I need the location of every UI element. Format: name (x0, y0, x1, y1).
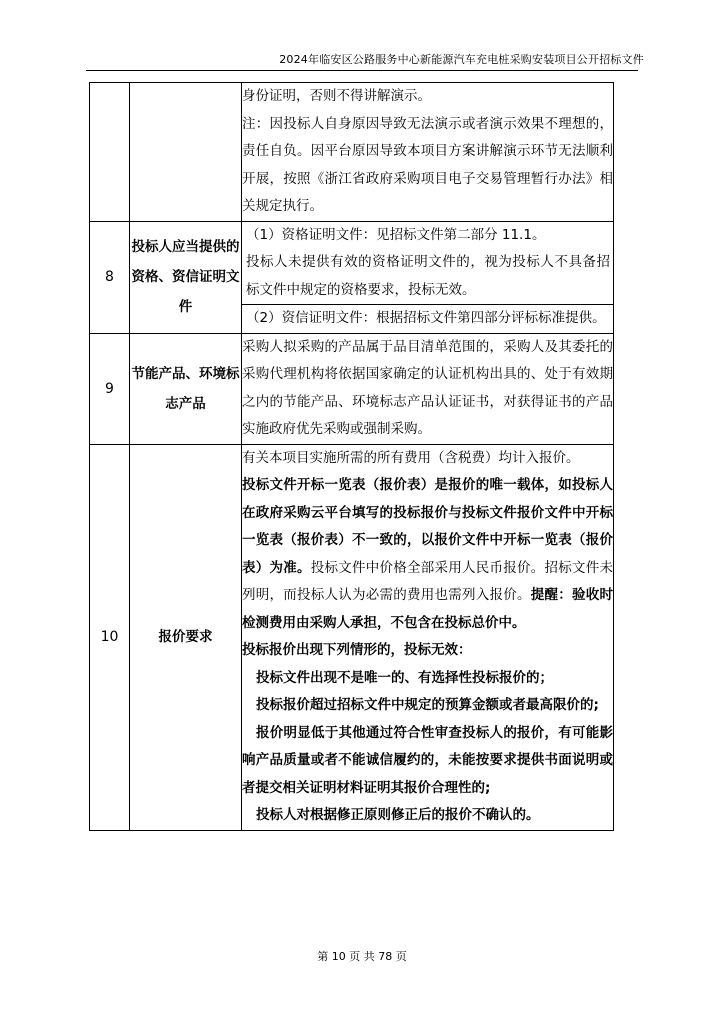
content-paragraph: 投标人未提供有效的资格证明文件的，视为投标人不具备招标文件中规定的资格要求，投标无效。 (246, 254, 610, 298)
row-label: 节能产品、环境标志产品 (130, 333, 242, 444)
document-header-title: 2024年临安区公路服务中心新能源汽车充电桩采购安装项目公开招标文件 (279, 53, 644, 66)
content-subcell (242, 304, 613, 333)
content-note: 注：因投标人自身原因导致无法演示或者演示效果不理想的，责任自负。因平台原因导致本项目方案讲解演示环节无法顺利开展，按照《浙江省政府采购项目电子交易管理暂行办法》相关规定执行。 (242, 115, 613, 214)
content-paragraph (242, 472, 613, 637)
header-divider (86, 70, 638, 71)
row-number: 10 (90, 444, 130, 830)
table-row (90, 333, 614, 444)
row-content (242, 444, 614, 830)
row-label: 报价要求 (130, 444, 242, 830)
list-item: 投标报价超过招标文件中规定的预算金额或者最高限价的; (256, 697, 599, 713)
normal-text: 投标文件中价格全部采用人民币报价。招标文件未列明，而投标人认为必需的费用也需列入报价。 (242, 559, 613, 603)
row-number (90, 83, 130, 222)
list-item: 投标人对根据修正原则修正后的报价不确认的。 (256, 807, 540, 823)
row-number: 9 (90, 333, 130, 444)
row-label: 投标人应当提供的资格、资信证明文件 (130, 221, 242, 333)
table-row (90, 83, 614, 222)
row-number: 8 (90, 221, 130, 333)
table-row (90, 444, 614, 830)
row-content (242, 221, 614, 333)
list-item: 报价明显低于其他通过符合性审查投标人的报价，有可能影响产品质量或者不能诚信履约的，未能按要求提供书面说明或者提交相关证明材料证明其报价合理性的; (242, 724, 613, 796)
content-paragraph: （2）资信证明文件：根据招标文件第四部分评标标准提供。 (246, 310, 606, 326)
content-paragraph: 投标报价出现下列情形的，投标无效： (242, 642, 472, 658)
bid-requirements-table (89, 82, 614, 831)
reminder-text: 提醒：验收时检测费用由采购人承担，不包含在投标总价中。 (242, 587, 613, 631)
table-row (90, 221, 614, 333)
row-content (242, 83, 614, 222)
list-item: 投标文件出现不是唯一的、有选择性投标报价的； (256, 669, 553, 686)
page-number: 第 10 页 共 78 页 (317, 950, 407, 963)
bold-text: 投标文件开标一览表（报价表）是报价的唯一载体，如投标人在政府采购云平台填写的投标报价与投标文件报价文件中开标一览表（报价表）不一致的，以报价文件中开标一览表（报价表）为准。 (242, 477, 613, 576)
row-label (130, 83, 242, 222)
row-content (242, 333, 614, 444)
content-paragraph: （1）资格证明文件：见招标文件第二部分 11.1。 (246, 226, 546, 243)
content-paragraph: 身份证明，否则不得讲解演示。 (242, 88, 431, 104)
content-paragraph: 有关本项目实施所需的所有费用（含税费）均计入报价。 (242, 449, 580, 466)
content-paragraph: 采购人拟采购的产品属于品目清单范围的，采购人及其委托的采购代理机构将依据国家确定的认证机构出具的、处于有效期之内的节能产品、环境标志产品认证证书，对获得证书的产品实施政府优先采购或强制采购。 (242, 338, 613, 437)
